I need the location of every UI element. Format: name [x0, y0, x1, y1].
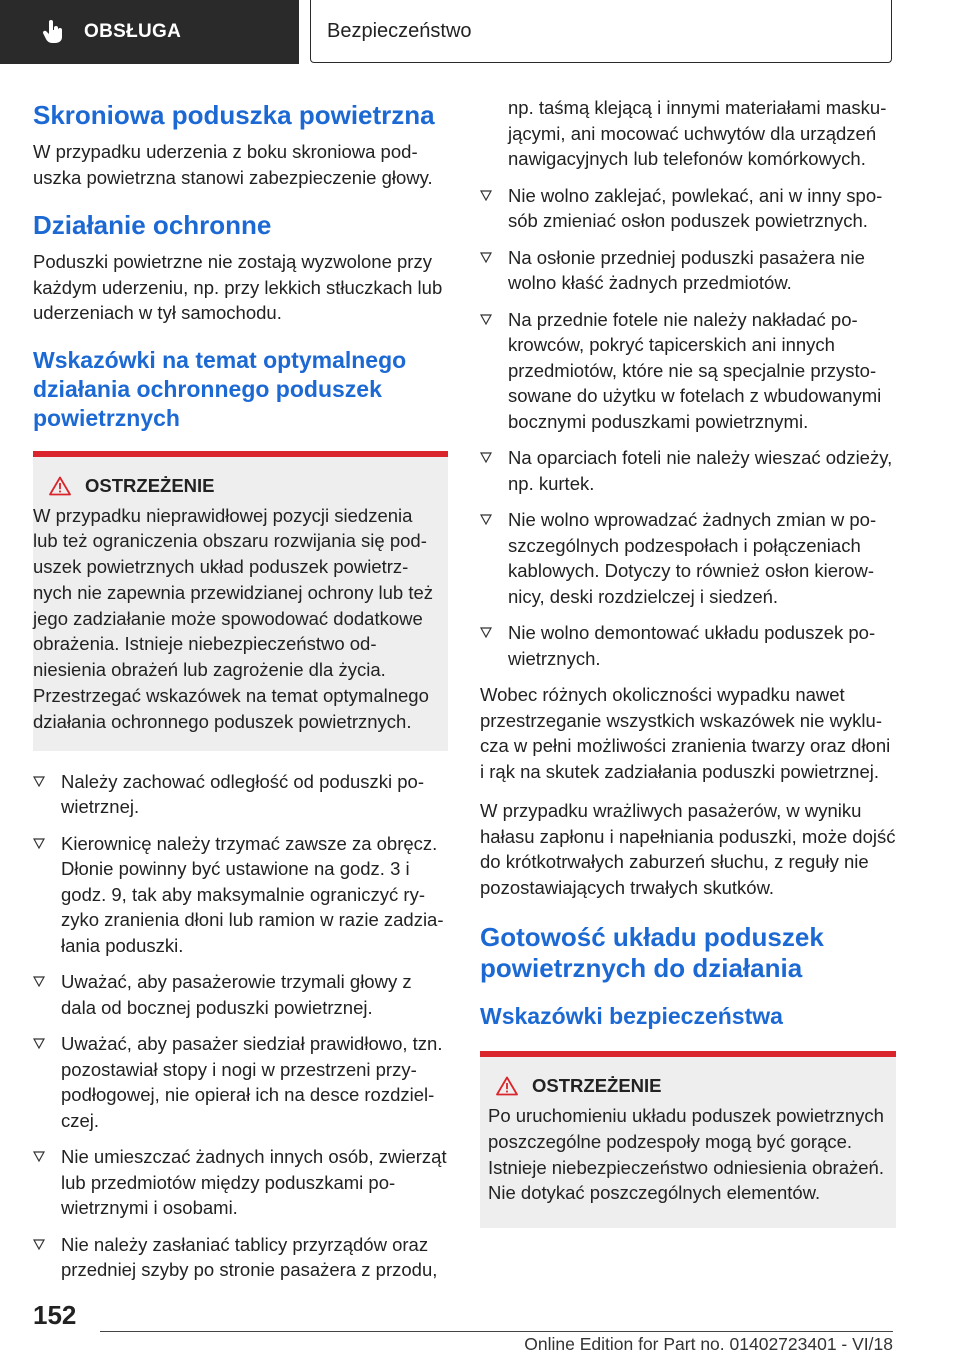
- warning-title: OSTRZEŻENIE: [532, 1075, 662, 1096]
- footer-edition: Online Edition for Part no. 01402723401 - VI/18: [524, 1334, 893, 1354]
- footer-divider: [100, 1331, 893, 1332]
- continuation-text: np. taśmą klejącą i innymi materiałami maskującymi, ani mocować uchwytów dla urządzeń nawigacyjnych lub telefonów komórkowych.: [508, 97, 887, 169]
- triangle-bullet-icon: [480, 445, 508, 471]
- header-title: Bezpieczeństwo: [327, 19, 472, 42]
- triangle-bullet-icon: [33, 831, 61, 857]
- bullet-list-right: [480, 183, 896, 672]
- warning-text: W przypadku nieprawidłowej pozycji siedzenia lub też ograniczenia obszaru rozwijania się poduszek powietrznych układ poduszek powietrznych nie zapewnia przewidzianej ochrony lub też jego zadziałanie może spowodować dodatkowe obrażenia. Istnieje niebezpieczeństwo odniesienia obrażeń lub zagrożenie dla życia. Przestrzegać wskazówek na temat optymalnego działania ochronnego poduszek powietrznych.: [33, 504, 434, 732]
- list-item: Nie wolno demontować układu poduszek powietrznych.: [480, 620, 896, 671]
- list-item: Uważać, aby pasażerowie trzymali głowy z dala od bocznej poduszki powietrznej.: [33, 969, 448, 1020]
- left-column: [33, 100, 448, 1294]
- warning-title: OSTRZEŻENIE: [85, 474, 215, 496]
- warning-triangle-icon: [496, 1076, 518, 1096]
- list-item: Na osłonie przedniej poduszki pasażera nie wolno kłaść żadnych przedmiotów.: [480, 245, 896, 296]
- warning-box: [480, 1051, 896, 1228]
- heading-gotowosc: Gotowość układu poduszek powietrznych do działania: [480, 922, 824, 983]
- heading-skroniowa: Skroniowa poduszka powietrzna: [33, 100, 435, 130]
- page-number: 152: [33, 1300, 77, 1330]
- hand-pointer-icon: [40, 19, 66, 45]
- list-item: Należy zachować odległość od poduszki powietrznej.: [33, 769, 448, 820]
- heading-wskazowki-optymalnego: Wskazówki na temat optymalnego działania ochronnego poduszek powietrznych: [33, 346, 407, 431]
- list-item: Nie wolno wprowadzać żadnych zmian w poszczególnych podzespołach i połączeniach kablowych. Dotyczy to również osłon kierownicy, deski rozdzielczej i siedzeń.: [480, 507, 896, 609]
- paragraph-skroniowa: W przypadku uderzenia z boku skroniowa poduszka powietrzna stanowi zabezpieczenie głowy.: [33, 141, 433, 188]
- list-item: Na przednie fotele nie należy nakładać pokrowców, pokryć tapicerskich ani innych przedmiotów, które nie są specjalnie przystosowane do użytku w fotelach z wbudowanymi bocznymi poduszkami powietrznymi.: [480, 307, 896, 435]
- triangle-bullet-icon: [33, 1031, 61, 1057]
- list-item: Na oparciach foteli nie należy wieszać odzieży, np. kurtek.: [480, 445, 896, 496]
- header-title-box: [310, 0, 892, 63]
- warning-box: [33, 451, 448, 751]
- list-item: Nie wolno zaklejać, powlekać, ani w inny sposób zmieniać osłon poduszek powietrznych.: [480, 183, 896, 234]
- right-column: [480, 95, 896, 1246]
- triangle-bullet-icon: [33, 969, 61, 995]
- header-section-tab: [0, 0, 299, 64]
- list-item: Nie należy zasłaniać tablicy przyrządów oraz przedniej szyby po stronie pasażera z przodu,: [33, 1232, 448, 1283]
- triangle-bullet-icon: [33, 1232, 61, 1258]
- triangle-bullet-icon: [480, 183, 508, 209]
- triangle-bullet-icon: [480, 245, 508, 271]
- paragraph-dzialanie: Poduszki powietrzne nie zostają wyzwolone przy każdym uderzeniu, np. przy lekkich stłuczkach lub uderzeniach w tył samochodu.: [33, 251, 443, 323]
- paragraph-wrazliwych: W przypadku wrażliwych pasażerów, w wyniku hałasu zapłonu i napełniania poduszki, może dojść do krótkotrwałych zaburzeń słuchu, z reguły nie pozostawiających trwałych skutków.: [480, 800, 896, 898]
- heading-wskazowki-bezpieczenstwa: Wskazówki bezpieczeństwa: [480, 1003, 783, 1029]
- triangle-bullet-icon: [33, 769, 61, 795]
- triangle-bullet-icon: [480, 307, 508, 333]
- list-item: Uważać, aby pasażer siedział prawidłowo, tzn. pozostawiał stopy i nogi w przestrzeni przypodłogowej, nie opierał ich na desce rozdzielczej.: [33, 1031, 448, 1133]
- paragraph-wobec: Wobec różnych okoliczności wypadku nawet przestrzeganie wszystkich wskazówek nie wyklucza w pełni możliwości zranienia twarzy oraz dłoni i rąk na skutek zadziałania poduszki powietrznej.: [480, 684, 891, 782]
- warning-triangle-icon: [49, 476, 71, 496]
- triangle-bullet-icon: [33, 1144, 61, 1170]
- list-item: Nie umieszczać żadnych innych osób, zwierząt lub przedmiotów między poduszkami powietrznymi i osobami.: [33, 1144, 448, 1221]
- warning-text: Po uruchomieniu układu poduszek powietrznych poszczególne podzespoły mogą być gorące. Istnieje niebezpieczeństwo odniesienia obrażeń. Nie dotykać poszczególnych elementów.: [488, 1105, 884, 1204]
- header-section-label: OBSŁUGA: [84, 21, 182, 42]
- triangle-bullet-icon: [480, 620, 508, 646]
- list-item: Kierownicę należy trzymać zawsze za obręcz. Dłonie powinny być ustawione na godz. 3 i godz. 9, tak aby maksymalnie ograniczyć ryzyko zranienia dłoni lub ramion w razie zadziałania poduszki.: [33, 831, 448, 959]
- triangle-bullet-icon: [480, 507, 508, 533]
- bullet-list-left: [33, 769, 448, 1283]
- heading-dzialanie-ochronne: Działanie ochronne: [33, 210, 272, 240]
